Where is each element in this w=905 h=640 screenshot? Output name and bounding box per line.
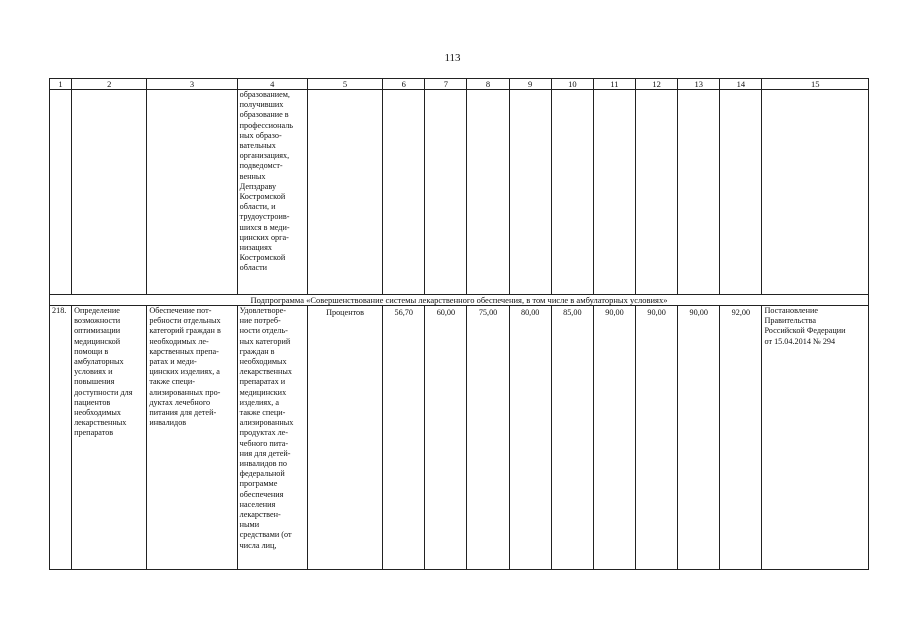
goal-cell: Обеспечение пот- ребности отдельных категорий граждан в необходимых ле- карственных препа- ратах и меди- цинских изделиях, а также специ- ализированных про- дуктах лечебного питания для детей- инвалидов xyxy=(147,306,237,570)
column-header: 10 xyxy=(551,79,593,90)
legal-basis-cell: Постановление Правительства Российской Федерации от 15.04.2014 № 294 xyxy=(762,306,869,570)
column-header: 2 xyxy=(72,79,147,90)
column-header: 14 xyxy=(720,79,762,90)
value-cell: 60,00 xyxy=(425,306,467,570)
column-header: 5 xyxy=(307,79,382,90)
value-cell: 56,70 xyxy=(383,306,425,570)
value-cell: 85,00 xyxy=(551,306,593,570)
value-cell: 90,00 xyxy=(593,306,635,570)
program-table xyxy=(49,78,869,570)
column-header: 13 xyxy=(678,79,720,90)
event-name-cell: Определение возможности оптимизации медицинской помощи в амбулаторных условиях и повышения доступности для пациентов необходимых лекарственных препаратов xyxy=(72,306,147,570)
column-header: 15 xyxy=(762,79,869,90)
row-number: 218. xyxy=(50,306,72,570)
column-header: 8 xyxy=(467,79,509,90)
continuation-row xyxy=(50,90,869,295)
subprogram-row xyxy=(50,295,869,306)
column-header: 1 xyxy=(50,79,72,90)
column-header: 6 xyxy=(383,79,425,90)
column-header: 12 xyxy=(636,79,678,90)
value-cell: 92,00 xyxy=(720,306,762,570)
column-header: 9 xyxy=(509,79,551,90)
unit-cell: Процентов xyxy=(307,306,382,570)
column-number-row xyxy=(50,79,869,90)
table-row xyxy=(50,306,869,570)
column-header: 7 xyxy=(425,79,467,90)
column-header: 4 xyxy=(237,79,307,90)
page-number: 113 xyxy=(444,52,461,64)
value-cell: 75,00 xyxy=(467,306,509,570)
value-cell: 90,00 xyxy=(636,306,678,570)
indicator-cell: Удовлетворе- ние потреб- ности отдель- ных категорий граждан в необходимых лекарственных препаратах и медицинских изделиях, а также специ- ализированных продуктах ле- чебного пита- ния для детей- инвалидов по федеральной программе обеспечения населения лекарствен- ными средствами (от числа лиц, xyxy=(237,306,307,570)
column-header: 11 xyxy=(593,79,635,90)
value-cell: 90,00 xyxy=(678,306,720,570)
indicator-cell: образованием, получивших образование в профессиональ ных образо- вательных организациях, подведомст- венных Депздраву Костромской области, и трудоустроив- шихся в меди- цинских орга- низациях Костромской области xyxy=(237,90,307,295)
subprogram-title: Подпрограмма «Совершенствование системы лекарственного обеспечения, в том числе в амбулаторных условиях» xyxy=(50,295,869,306)
column-header: 3 xyxy=(147,79,237,90)
value-cell: 80,00 xyxy=(509,306,551,570)
